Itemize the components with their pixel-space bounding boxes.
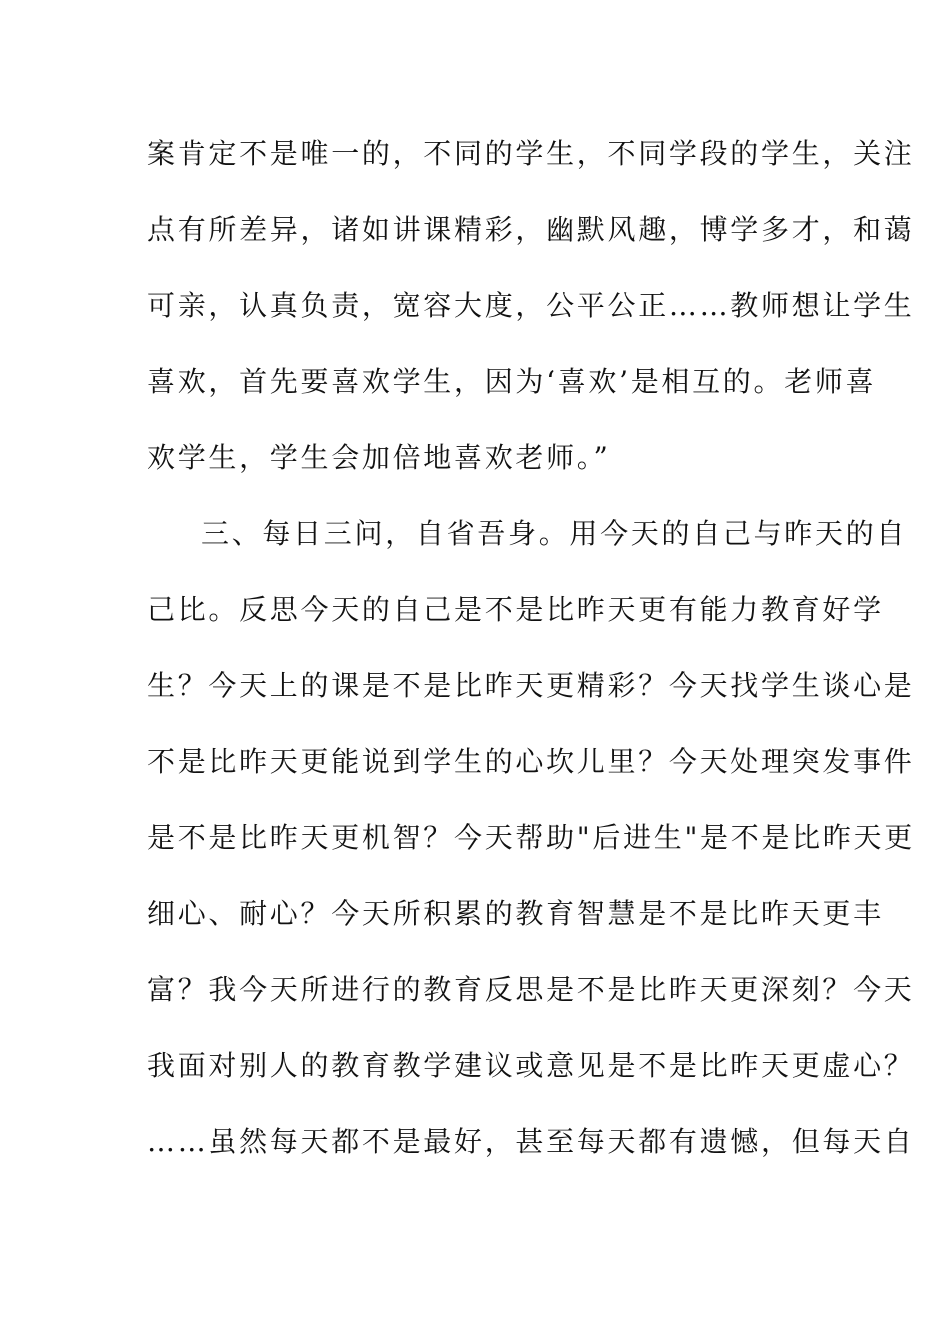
text-line-7: 己比。反思今天的自己是不是比昨天更有能力教育好学 [147, 593, 884, 626]
text-line-14: ……虽然每天都不是最好，甚至每天都有遗憾，但每天自 [147, 1125, 915, 1158]
text-line-12: 富？我今天所进行的教育反思是不是比昨天更深刻？今天 [147, 973, 915, 1006]
text-line-1: 案肯定不是唯一的，不同的学生，不同学段的学生，关注 [147, 137, 915, 170]
text-line-13: 我面对别人的教育教学建议或意见是不是比昨天更虚心？ [147, 1049, 915, 1082]
text-line-4: 喜欢，首先要喜欢学生，因为‘喜欢’是相互的。老师喜 [147, 365, 877, 398]
section-three-heading-line: 三、每日三问，自省吾身。用今天的自己与昨天的自 [201, 517, 908, 550]
text-line-3: 可亲，认真负责，宽容大度，公平公正……教师想让学生 [147, 289, 915, 322]
text-line-9: 不是比昨天更能说到学生的心坎儿里？今天处理突发事件 [147, 745, 915, 778]
text-line-10: 是不是比昨天更机智？今天帮助"后进生"是不是比昨天更 [147, 821, 915, 854]
body-text [147, 124, 915, 1188]
text-line-11: 细心、耐心？今天所积累的教育智慧是不是比昨天更丰 [147, 897, 884, 930]
text-line-8: 生？今天上的课是不是比昨天更精彩？今天找学生谈心是 [147, 669, 915, 702]
text-line-5: 欢学生，学生会加倍地喜欢老师。” [147, 441, 611, 474]
text-line-2: 点有所差异，诸如讲课精彩，幽默风趣，博学多才，和蔼 [147, 213, 915, 246]
